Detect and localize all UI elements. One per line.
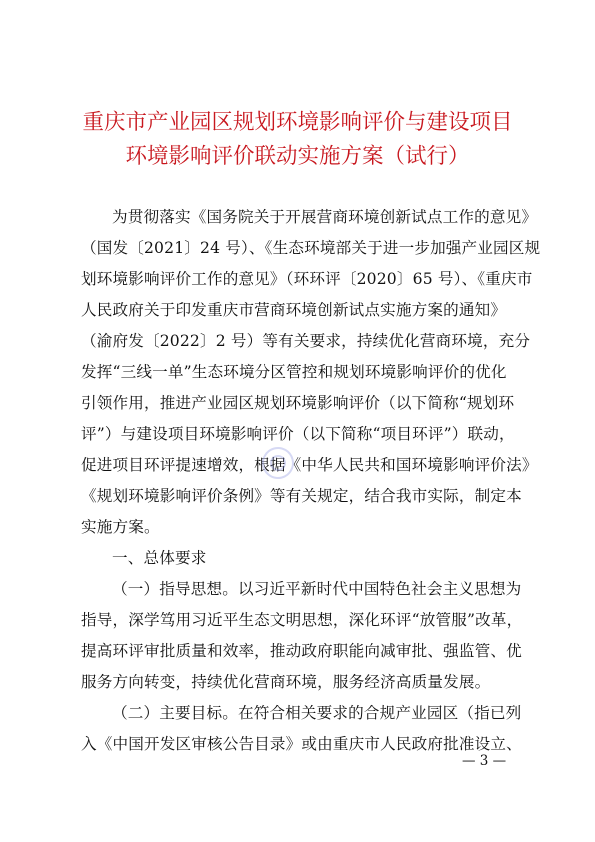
intro-paragraph-line: （国发〔2021〕24 号）、《生态环境部关于进一步加强产业园区规 [81, 239, 541, 257]
document-title-line-1: 重庆市产业园区规划环境影响评价与建设项目 [82, 110, 513, 135]
guiding-paragraph-line: （一）指导思想。以习近平新时代中国特色社会主义思想为 [112, 580, 522, 598]
guiding-paragraph-line: 指导，深学笃用习近平生态文明思想，深化环评“放管服”改革， [81, 611, 523, 629]
guiding-paragraph-line: 服务方向转变，持续优化营商环境，服务经济高质量发展。 [81, 673, 491, 691]
intro-paragraph-line: 划环境影响评价工作的意见》（环环评〔2020〕65 号）、《重庆市 [81, 270, 533, 288]
goal-paragraph-line: 入《中国开发区审核公告目录》或由重庆市人民政府批准设立、 [81, 735, 522, 753]
intro-paragraph-line: 《规划环境影响评价条例》等有关规定，结合我市实际，制定本 [81, 487, 522, 505]
intro-paragraph-line: 实施方案。 [81, 518, 160, 536]
intro-paragraph-line: 促进项目环评提速增效，根据《中华人民共和国环境影响评价法》 [81, 456, 538, 474]
intro-paragraph-line: （渝府发〔2022〕2 号）等有关要求，持续优化营商环境，充分 [81, 332, 531, 350]
page-number: — 3 — [462, 753, 507, 769]
guiding-paragraph-line: 提高环评审批质量和效率，推动政府职能向减审批、强监管、优 [81, 642, 522, 660]
intro-paragraph-line: 为贯彻落实《国务院关于开展营商环境创新试点工作的意见》 [112, 208, 538, 226]
intro-paragraph-line: 发挥“三线一单”生态环境分区管控和规划环境影响评价的优化 [81, 363, 507, 381]
document-title-line-2: 环境影响评价联动实施方案（试行） [125, 144, 470, 169]
section-heading: 一、总体要求 [112, 549, 207, 567]
intro-paragraph-line: 评”）与建设项目环境影响评价（以下简称“项目环评”）联动， [81, 425, 515, 443]
intro-paragraph-line: 人民政府关于印发重庆市营商环境创新试点实施方案的通知》 [81, 301, 507, 319]
goal-paragraph-line: （二）主要目标。在符合相关要求的合规产业园区（指已列 [112, 704, 522, 722]
intro-paragraph-line: 引领作用，推进产业园区规划环境影响评价（以下简称“规划环 [81, 394, 515, 412]
